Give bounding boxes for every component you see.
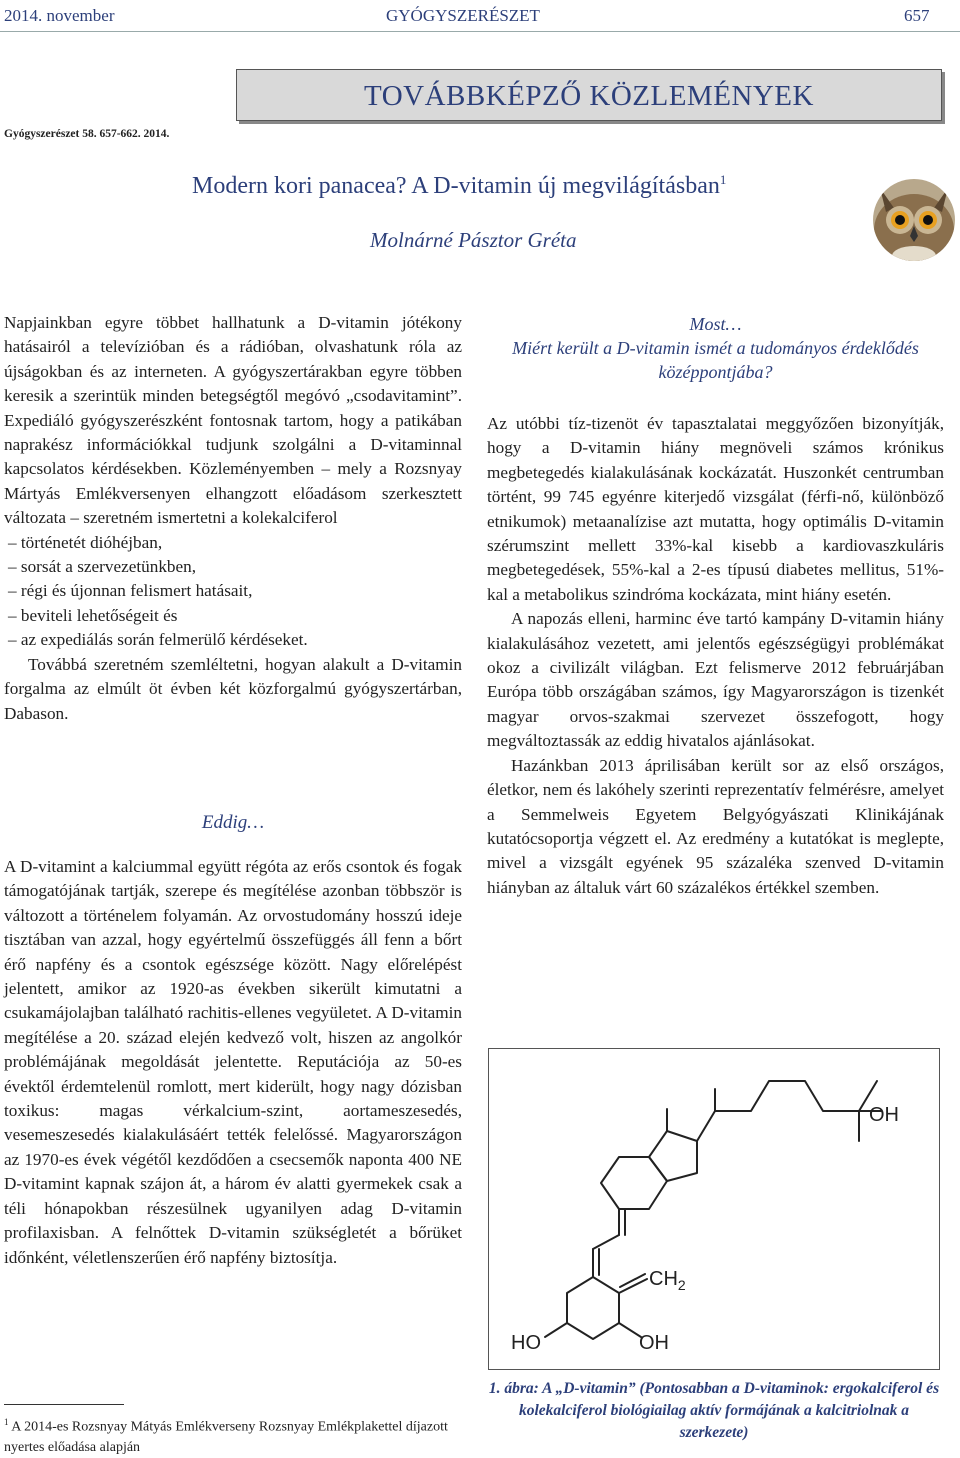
banner-text: TOVÁBBKÉPZŐ KÖZLEMÉNYEK bbox=[364, 80, 814, 112]
footnote-text: A 2014-es Rozsnyay Mátyás Emlékverseny Rozsnyay Emlékplakettel díjazott nyertes előadása alapján bbox=[4, 1419, 448, 1455]
figure-box bbox=[488, 1048, 940, 1370]
oh-label-top: OH bbox=[869, 1104, 899, 1126]
author: Molnárné Pásztor Gréta bbox=[370, 228, 577, 252]
bullet-item: – régi és újonnan felismert hatásait, bbox=[8, 581, 253, 601]
most-heading-line2: Miért került a D-vitamin ismét a tudományos érdeklődés középpontjába? bbox=[512, 338, 919, 382]
eddig-paragraph: A D-vitamint a kalciummal együtt régóta az erős csontok és fogak támogatójának tartják, szerepe és megítélése azonban többször is változott a történelem folyamán. Az orvostudomány hosszú ideje tisztában van azzal, hogy egyértelmű összefüggés áll fenn a bőrt érő napfény és a csontok egészsége között. Nagy előrelépést jelentett, amikor az 1920-as években sikerült kimutatni a csukamájolajban található rachitis-ellenes vegyületet. A D-vitamin megítélése a 20. század elején kedvező volt, hiszen az angolkór problémájának megoldását jelentette. Reputációja az 50-es évektől érdemtelenül romlott, mert kiderült, hogy nagy dózisban toxikus: magas vérkalcium-szint, aortameszesedés, vesemeszesedés kialakulásáért tették felelőssé. Magyarországon az 1970-es évek végétől kezdődően a csecsemők naponta 400 NE D-vitamint kapnak szájon át, a három év alatti gyermekek csak a téli hónapokban részesülnek ugyanilyen adag D-vitamin profilaxisban. A felnőttek D-vitamin szükségletét a bőrüket időnként, véletlenszerűen érő napfény biztosítja. bbox=[4, 857, 462, 1267]
bullet-item: – beviteli lehetőségeit és bbox=[8, 605, 178, 625]
title-footnote-mark: 1 bbox=[719, 172, 727, 187]
page-number: 657 bbox=[904, 6, 930, 25]
header-journal: GYÓGYSZERÉSZET bbox=[386, 6, 540, 25]
bullet-item: – történetét dióhéjban, bbox=[8, 532, 163, 552]
header-date: 2014. november bbox=[4, 6, 115, 25]
intro-column bbox=[4, 311, 462, 726]
most-paragraph-3: Hazánkban 2013 áprilisában került sor az első országos, életkor, nem és lakóhely szerinti reprezentatív felmérésre, amelyet a Semmelweis Egyetem Belgyógyászati Klinikájának kutatócsoportja végzett el. Az eredmény a kutatókat is meglepte, mivel a vizsgált egyének 95 százaléka szenved D-vitamin hiányban az általuk várt 60 százalékos értékkel szemben. bbox=[487, 755, 944, 897]
figure-caption: 1. ábra: A „D-vitamin” (Pontosabban a D-vitaminok: ergokalciferol és kolekalciferol biológiailag aktív formájának a kalcitriolnak a szerkezete) bbox=[488, 1380, 940, 1441]
footnote-mark: 1 bbox=[4, 1417, 9, 1427]
oh-label-bottom: OH bbox=[639, 1332, 669, 1354]
ch2-label bbox=[649, 1268, 686, 1293]
citation: Gyógyszerészet 58. 657-662. 2014. bbox=[4, 128, 170, 140]
section-heading-eddig bbox=[4, 812, 462, 834]
ch2-label-text: CH bbox=[649, 1268, 678, 1290]
eddig-column bbox=[4, 855, 462, 1270]
intro-paragraph-2: Továbbá szeretném szemléltetni, hogyan alakult a D-vitamin forgalma az elmúlt öt évben két közforgalmú gyógyszertárban, Dabason. bbox=[4, 654, 462, 723]
most-paragraph-1: Az utóbbi tíz-tizenöt év tapasztalatai meggyőzően bizonyítják, hogy a D-vitamin hiány megnöveli számos krónikus megbetegedés kialakulásának kockázatát. Huszonkét centrumban történt, 99 745 egyénre kiterjedő vizsgálat (férfi-nő, különböző etnikumok) metaanalízise azt mutatta, hogy optimális D-vitamin szérumszint mellett 33%-kal kisebb a kardiovaszkuláris megbetegedések, 55%-kal a 2-es típusú diabetes mellitus, 51%-kal a metabolikus szindróma kockázata, mint hiány esetén. bbox=[487, 414, 944, 604]
eddig-heading-text: Eddig… bbox=[201, 812, 265, 833]
most-paragraph-2: A napozás elleni, harminc éve tartó kampány D-vitamin hiány kialakulásához vezetett, ami jelentős egészségügyi problémákat okoz a civilizált világban. Ezt felismerve 2012 februárjában Európa több országában számos, így Magyarországon is tizenkét magyar orvos-szakmai szervezet összefogott, hogy megváltoztassák az eddig hivatalos ajánlásokat. bbox=[487, 609, 944, 751]
most-heading-line1: Most… bbox=[689, 314, 742, 334]
title-text: Modern kori panacea? A D-vitamin új megvilágításban bbox=[192, 173, 720, 199]
intro-paragraph: Napjainkban egyre többet hallhatunk a D-vitamin jótékony hatásairól a televízióban és a rádióban, olvashatunk róla az újságokban és az interneten. A gyógyszertárakban egyre többen keresik a szerintük minden betegségtől megóvó „csodavitamint”. Expediáló gyógyszerészként fontosnak tartom, hogy a patikában naprakész információkkal tudjunk szolgálni a D-vitaminnal kapcsolatos kérdésekben. Közleményemben – mely a Rozsnyay Mártyás Emlékversenyen elhangzott előadásom szerkesztett változata – szeretném ismertetni a kolekalciferol bbox=[4, 313, 462, 528]
most-column bbox=[487, 412, 944, 900]
ho-label: HO bbox=[511, 1332, 541, 1354]
header-rule bbox=[0, 31, 960, 32]
footnote-rule bbox=[4, 1404, 124, 1405]
footnote bbox=[4, 1412, 462, 1458]
calcitriol-structure bbox=[489, 1049, 939, 1369]
running-header bbox=[0, 0, 960, 30]
bullet-item: – sorsát a szervezetünkben, bbox=[8, 557, 197, 577]
bullet-item: – az expediálás során felmerülő kérdéseket. bbox=[8, 630, 308, 650]
article-title bbox=[192, 172, 726, 200]
section-banner bbox=[236, 69, 942, 121]
owl-image bbox=[872, 178, 956, 262]
ch2-label-subscript: 2 bbox=[677, 1277, 686, 1293]
section-heading-most bbox=[487, 312, 944, 384]
